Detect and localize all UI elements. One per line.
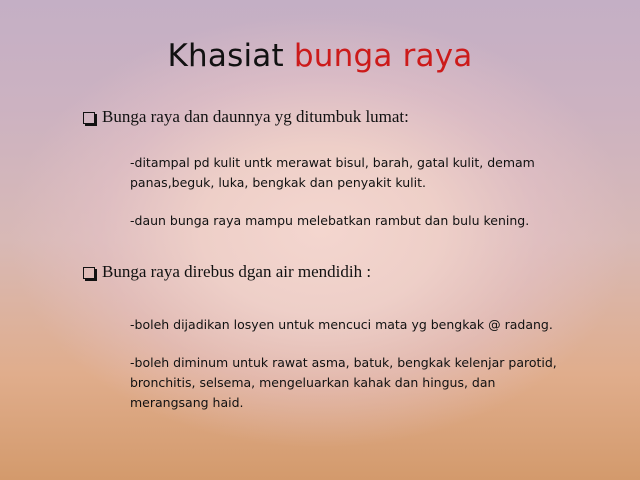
section-2-heading bbox=[83, 262, 371, 282]
title-accent: bunga raya bbox=[293, 38, 473, 74]
section-1-item-1: -ditampal pd kulit untk merawat bisul, barah, gatal kulit, demam panas,beguk, luka, bengkak dan penyakit kulit. bbox=[130, 155, 535, 190]
section-1-item-2: -daun bunga raya mampu melebatkan rambut dan bulu kening. bbox=[130, 213, 530, 228]
section-1-heading-text: Bunga raya dan daunnya yg ditumbuk lumat: bbox=[102, 107, 409, 126]
section-2-item-2: -boleh diminum untuk rawat asma, batuk, bengkak kelenjar parotid, bronchitis, selsema, mengeluarkan kahak dan hingus, dan merangsang haid. bbox=[130, 355, 557, 410]
slide-title bbox=[0, 38, 640, 74]
section-2-heading-text: Bunga raya direbus dgan air mendidih : bbox=[102, 262, 372, 281]
checkbox-icon bbox=[83, 267, 95, 279]
section-1-heading bbox=[83, 107, 409, 127]
section-2-item-1: -boleh dijadikan losyen untuk mencuci mata yg bengkak @ radang. bbox=[130, 317, 553, 332]
checkbox-icon bbox=[83, 112, 95, 124]
title-main: Khasiat bbox=[167, 38, 294, 74]
